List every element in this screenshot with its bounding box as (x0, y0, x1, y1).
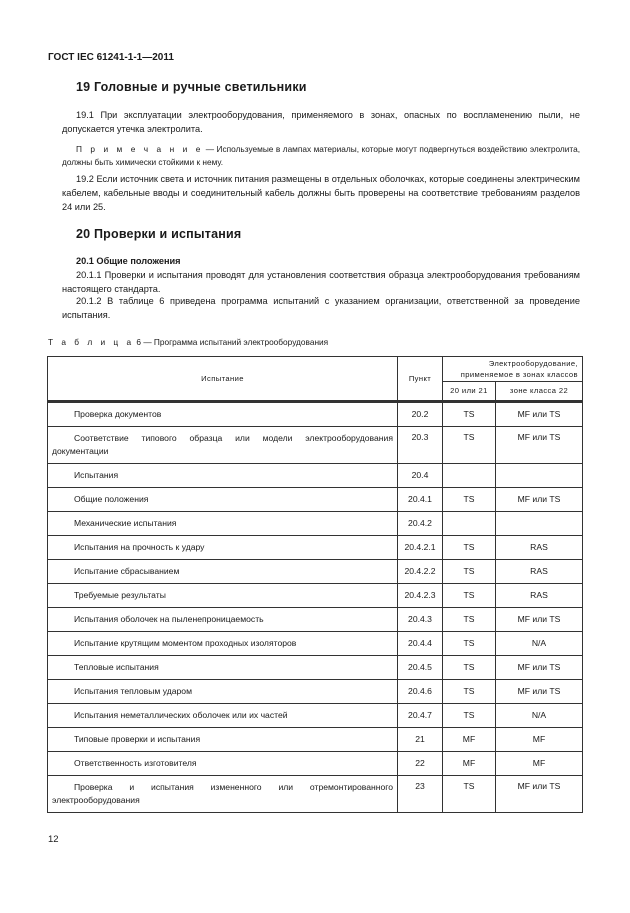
section-20-title: 20 Проверки и испытания (76, 227, 242, 241)
table-caption-text: 6 — Программа испытаний электрооборудования (134, 337, 329, 347)
col-header-clause: Пункт (398, 357, 443, 401)
paragraph-19-1: 19.1 При эксплуатации электрооборудования, применяемого в зонах, опасных по воспламенению пыли, не допускается утечка электролита. (62, 110, 580, 134)
col-header-test: Испытание (48, 357, 398, 401)
table-row: Типовые проверки и испытания 21 MF MF (48, 727, 583, 751)
paragraph-19-2: 19.2 Если источник света и источник питания размещены в отдельных оболочках, которые соединены электрическим кабелем, кабельные вводы и соединительный кабель должны быть проверены на соответствие требованиям разделов 24 или 25. (62, 174, 580, 212)
test-program-table (47, 356, 583, 813)
table-row: Испытания оболочек на пыленепроницаемость 20.4.3 TS MF или TS (48, 607, 583, 631)
table-row: Испытание сбрасыванием 20.4.2.2 TS RAS (48, 559, 583, 583)
paragraph-20-1-2: 20.1.2 В таблице 6 приведена программа испытаний с указанием организации, ответственной за проведение испытания. (62, 296, 580, 320)
standard-header: ГОСТ IEC 61241-1-1—2011 (48, 52, 174, 63)
col-header-zone-20-21: 20 или 21 (443, 382, 496, 401)
table-row: Проверка и испытания измененного или отремонтированного электрооборудования 23 TS MF или TS (48, 775, 583, 812)
table-row: Проверка документов 20.2 TS MF или TS (48, 402, 583, 426)
table-row: Испытания неметаллических оболочек или их частей 20.4.7 TS N/A (48, 703, 583, 727)
note-19 (62, 143, 580, 169)
table-row: Механические испытания 20.4.2 (48, 511, 583, 535)
table-caption-label: Т а б л и ц а (48, 337, 135, 347)
subsection-20-1-title: 20.1 Общие положения (76, 256, 181, 266)
table-row: Требуемые результаты 20.4.2.3 TS RAS (48, 583, 583, 607)
table-row: Соответствие типового образца или модели электрооборудования документации 20.3 TS MF или TS (48, 426, 583, 463)
table-row: Испытания 20.4 (48, 463, 583, 487)
table-row: Испытание крутящим моментом проходных изоляторов 20.4.4 TS N/A (48, 631, 583, 655)
note-text: — Используемые в лампах материалы, которые могут подвергнуться воздействию электролита, должны быть химически стойкими к нему. (62, 144, 581, 167)
table-row: Испытания на прочность к удару 20.4.2.1 TS RAS (48, 535, 583, 559)
note-label: П р и м е ч а н и е (76, 144, 204, 154)
col-header-zone-group: Электрооборудование, применяемое в зонах классов (443, 357, 583, 382)
paragraph-20-1-1: 20.1.1 Проверки и испытания проводят для установления соответствия образца электрооборудования требованиям настоящего стандарта. (62, 270, 580, 294)
table-row: Ответственность изготовителя 22 MF MF (48, 751, 583, 775)
page-number: 12 (48, 834, 59, 845)
col-header-zone-22: зоне класса 22 (496, 382, 583, 401)
table-row: Испытания тепловым ударом 20.4.6 TS MF или TS (48, 679, 583, 703)
table-row: Общие положения 20.4.1 TS MF или TS (48, 487, 583, 511)
table-caption (48, 337, 328, 347)
section-19-title: 19 Головные и ручные светильники (76, 80, 307, 94)
table-row: Тепловые испытания 20.4.5 TS MF или TS (48, 655, 583, 679)
